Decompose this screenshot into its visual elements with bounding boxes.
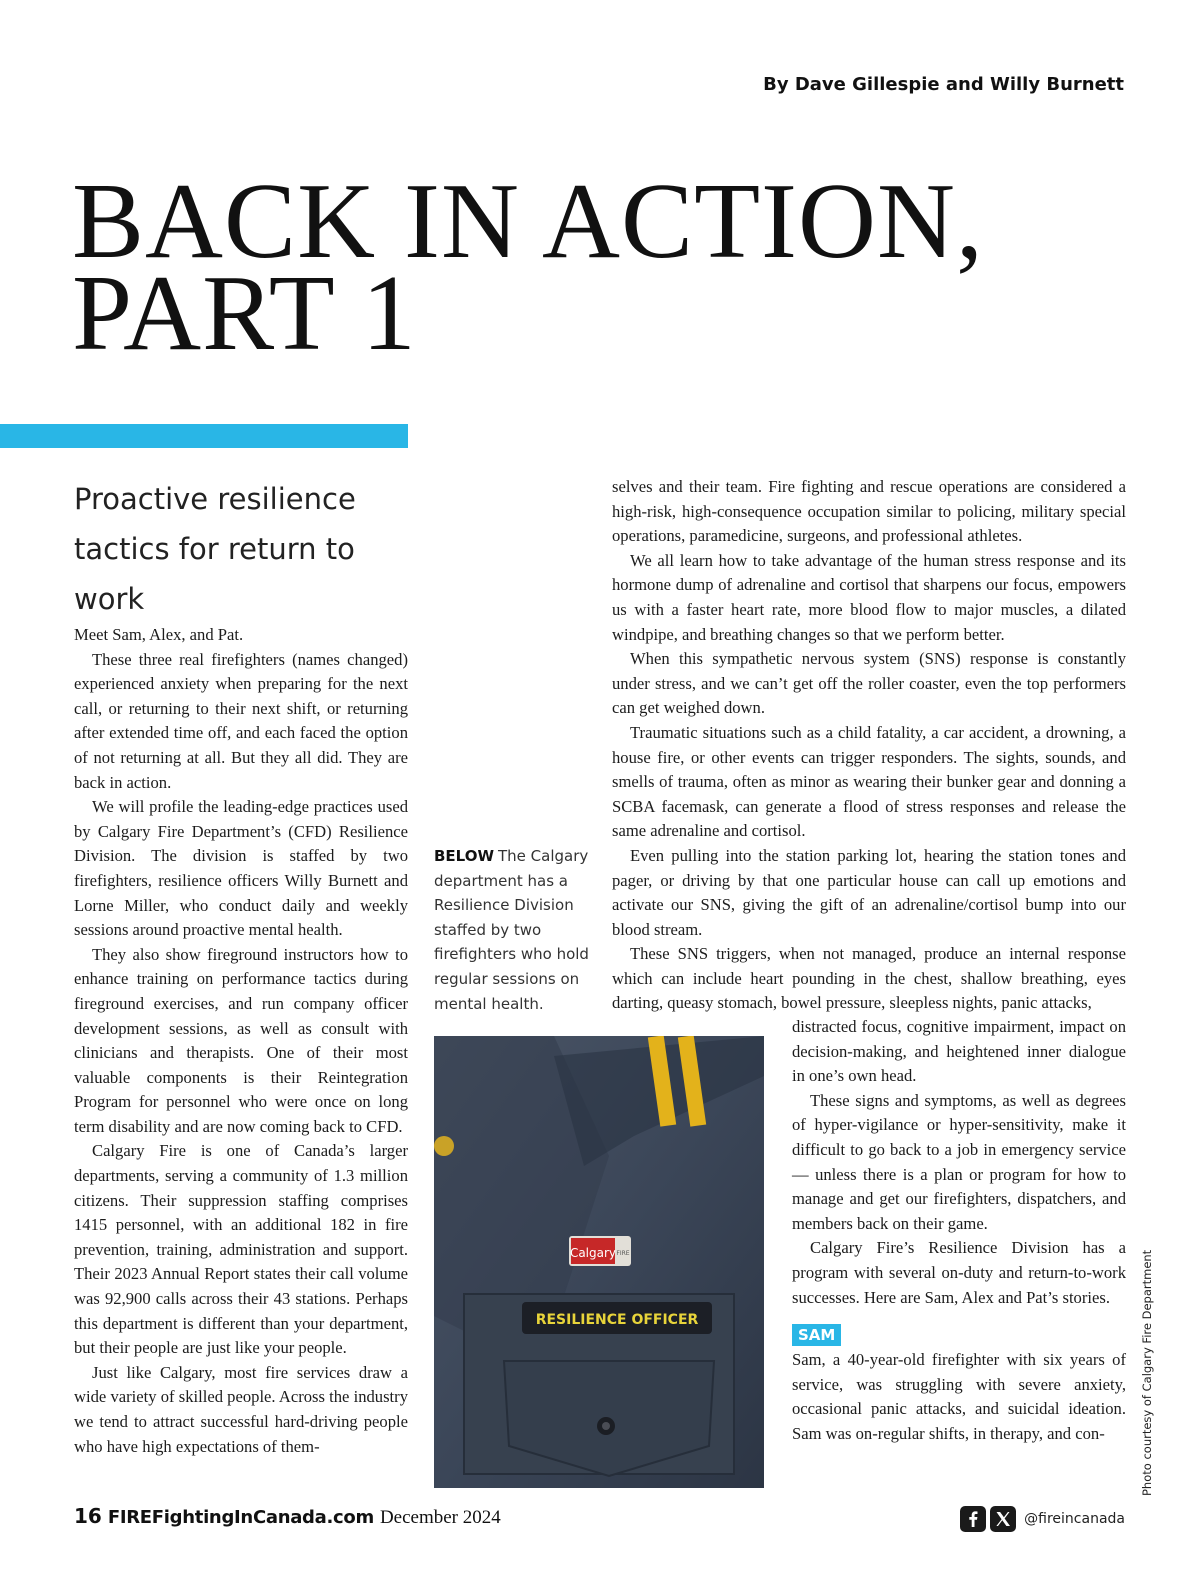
site-name[interactable]: FIREFightingInCanada.com bbox=[107, 1507, 374, 1528]
paragraph: We all learn how to take advantage of the human stress response and its hormone dump of adrenaline and cortisol that sharpens our focus, empowers us with a faster heart rate, more blood flow to major muscles, a dilated windpipe, and breathing changes so that we perform better. bbox=[612, 550, 1126, 644]
paragraph: When this sympathetic nervous system (SNS) response is constantly under stress, and we can’t get off the roller coaster, even the top performers can get weighed down. bbox=[612, 649, 1126, 718]
paragraph: selves and their team. Fire fighting and rescue operations are considered a high-risk, high-consequence occupation similar to policing, military special operations, paramedicine, surgeons, and professional athletes. bbox=[612, 477, 1126, 546]
paragraph: distracted focus, cognitive impairment, impact on decision-making, and heightened inner dialogue in one’s own head. bbox=[792, 1017, 1126, 1086]
paragraph: We will profile the leading-edge practices used by Calgary Fire Department’s (CFD) Resilience Division. The division is staffed by two firefighters, resilience officers Willy Burnett and Lorne Miller, who conduct daily and weekly sessions around proactive mental health. bbox=[74, 797, 408, 940]
paragraph: Traumatic situations such as a child fatality, a car accident, a drowning, a house fire, or other events can trigger responders. The sights, sounds, and smells of trauma, often as minor as wearing their bunker gear and donning a SCBA facemask, can generate a flood of stress responses and release the same adrenaline and cortisol. bbox=[612, 722, 1126, 841]
headline-line-2: PART 1 bbox=[72, 254, 417, 373]
section-heading-sam: SAM bbox=[792, 1324, 841, 1346]
uniform-photo bbox=[434, 1036, 764, 1488]
right-column-low bbox=[792, 1015, 1126, 1447]
paragraph: Calgary Fire is one of Canada’s larger departments, serving a community of 1.3 million citizens. Their suppression staffing comprises 1415 personnel, with an additional 182 in fire prevention, training, administration and support. Their 2023 Annual Report states their call volume was 92,900 calls across their 43 stations. Perhaps this department is different than your department, but their people are just like your people. bbox=[74, 1141, 408, 1358]
caption-keyword: BELOW bbox=[434, 847, 494, 865]
calgary-badge-sub: FIRE bbox=[616, 1250, 630, 1257]
footer bbox=[74, 1504, 501, 1536]
photo-caption bbox=[434, 844, 594, 1016]
resilience-officer-tag: RESILIENCE OFFICER bbox=[535, 1312, 699, 1328]
page-number: 16 bbox=[74, 1504, 102, 1528]
paragraph: Just like Calgary, most fire services draw a wide variety of skilled people. Across the industry we tend to attract successful hard-driving people who have high expectations of them- bbox=[74, 1362, 408, 1456]
byline: By Dave Gillespie and Willy Burnett bbox=[763, 74, 1124, 95]
accent-bar bbox=[0, 424, 408, 448]
subhead: Proactive resilience tactics for return to work bbox=[74, 482, 356, 616]
social-handle[interactable]: @fireincanada bbox=[1024, 1511, 1125, 1527]
paragraph: Even pulling into the station parking lot, hearing the station tones and pager, or driving by that one particular house can call up emotions and activate our SNS, giving the gift of an adrenaline/cortisol bump into our blood stream. bbox=[612, 845, 1126, 939]
x-icon[interactable] bbox=[990, 1506, 1016, 1532]
paragraph: These SNS triggers, when not managed, produce an internal response which can include heart pounding in the chest, shallow breathing, eyes darting, queasy stomach, bowel pressure, sleepless nights, panic attacks, bbox=[612, 944, 1126, 1013]
headline bbox=[72, 162, 1152, 373]
paragraph: Calgary Fire’s Resilience Division has a program with several on-duty and return-to-work successes. Here are Sam, Alex and Pat’s stories. bbox=[792, 1238, 1126, 1307]
calgary-badge-text: Calgary bbox=[569, 1246, 617, 1260]
uniform-photo-illustration bbox=[434, 1036, 764, 1488]
headline-line-1: BACK IN ACTION, bbox=[72, 162, 985, 281]
paragraph: These three real firefighters (names changed) experienced anxiety when preparing for the next call, or returning to their next shift, or returning after extended time off, and each faced the option of not returning at all. But they all did. They are back in action. bbox=[74, 649, 408, 792]
issue-date: December 2024 bbox=[379, 1507, 501, 1528]
left-column bbox=[74, 623, 408, 1459]
paragraph: Meet Sam, Alex, and Pat. bbox=[74, 625, 244, 644]
paragraph: Sam, a 40-year-old firefighter with six years of service, was struggling with severe anxiety, occasional panic attacks, and suicidal ideation. Sam was on-regular shifts, in therapy, and con- bbox=[792, 1350, 1126, 1443]
caption-text: The Calgary department has a Resilience Division staffed by two firefighters who hold regular sessions on mental health. bbox=[434, 847, 589, 1013]
photo-credit: Photo courtesy of Calgary Fire Department bbox=[1140, 1249, 1154, 1496]
right-column-top bbox=[612, 475, 1126, 1016]
paragraph: These signs and symptoms, as well as degrees of hyper-vigilance or hyper-sensitivity, make it difficult to go back to a job in emergency service — unless there is a plan or program for how to manage and get our firefighters, dispatchers, and members back on their game. bbox=[792, 1090, 1126, 1233]
social-links bbox=[960, 1506, 1125, 1532]
facebook-icon[interactable] bbox=[960, 1506, 986, 1532]
paragraph: They also show fireground instructors how to enhance training on performance tactics during fireground exercises, and run company officer development sessions, as well as consult with clinicians and therapists. One of their most valuable components is their Reintegration Program for personnel who were once on long term disability and are now coming back to CFD. bbox=[74, 944, 408, 1136]
